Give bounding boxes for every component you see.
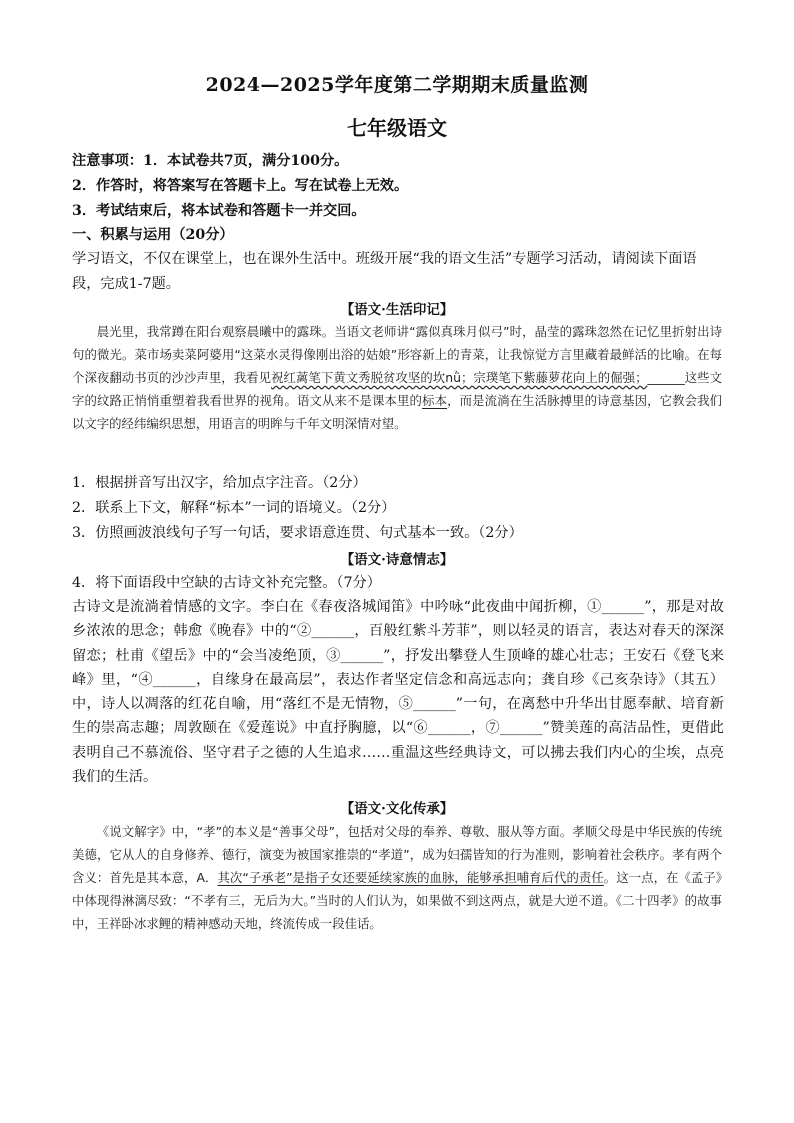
notes-label: 注意事项： — [72, 153, 143, 169]
question-4: 4．将下面语段中空缺的古诗文补充完整。（7分） — [72, 575, 381, 591]
section-life-passage — [72, 320, 722, 435]
notes-line-1 — [72, 150, 732, 170]
part-intro-line-1: 学习语文，不仅在课堂上，也在课外生活中。班级开展“我的语文生活”专题学习活动，请阅读下面语 — [72, 251, 697, 267]
part-heading: 一、积累与运用（20分） — [72, 227, 234, 243]
note-3: 3．考试结束后，将本试卷和答题卡一并交回。 — [72, 203, 366, 219]
culture-text-b: 。这一点，在《孟子》中体现得淋漓尽致：“不孝有三，无后为大。”当时的人们认为，如果做不到这两点，就是大逆不道。《二十四孝》的故事中，王祥卧冰求鲤的精神感动天地，终流传成一段佳话。 — [72, 870, 723, 931]
part-intro-line-2: 段，完成1-7题。 — [72, 276, 180, 292]
note-2: 2．作答时，将答案写在答题卡上。写在试卷上无效。 — [72, 178, 409, 194]
culture-underlined-sentence: 其次“子承老”是指子女还要延续家族的血脉，能够承担哺育后代的责任 — [217, 870, 604, 885]
page-subtitle: 七年级语文 — [347, 116, 447, 140]
question-1: 1．根据拼音写出汉字，给加点字注音。（2分） — [72, 475, 367, 491]
question-3: 3．仿照画波浪线句子写一句话，要求语意连贯、句式基本一致。（2分） — [72, 525, 523, 541]
keyword-specimen: 标本 — [422, 393, 448, 408]
page-title: 2024—2025学年度第二学期期末质量监测 — [205, 74, 589, 96]
note-1: 1．本试卷共7页，满分100分。 — [142, 153, 349, 169]
culture-text-a: 《说文解字》中，“孝”的本义是“善事父母”，包括对父母的奉养、尊敬、服从等方面。孝顺父母是中华民族的传统美德，它从人的自身修养、德行，演变为被国家推崇的“孝道”，成为妇孺皆知的行为准则，影响着社会秩序。孝有两个含义：首先是其本意，A． — [72, 824, 722, 885]
question-2: 2．联系上下文，解释“标本”一词的语境义。（2分） — [72, 500, 396, 516]
passage-blank: ______ — [647, 370, 685, 385]
passage-text-b: 这些文字的纹路正悄悄重塑着我看世界的视角。语文从来不是课本里的 — [72, 370, 723, 408]
passage-text-a: 晨光里，我常蹲在阳台观察晨曦中的露珠。当语文老师讲“露似真珠月似弓”时，晶莹的露珠忽然在记忆里折射出诗句的微光。菜市场卖菜阿婆用“这菜水灵得像刚出浴的姑娘”形容新上的青菜，让我惊觉方言里藏着最鲜活的比喻。在每个深夜翻动书页的沙沙声里，我看见 — [72, 324, 722, 385]
passage-text-c: ，而是流淌在生活脉搏里的诗意基因，它教会我们以文字的经纬编织思想，用语言的明眸与千年文明深情对望。 — [72, 393, 723, 431]
poetry-passage: 古诗文是流淌着情感的文字。李白在《春夜洛城闻笛》中吟咏“此夜曲中闻折柳，①______”，那是对故乡浓浓的思念；韩愈《晚春》中的“②______，百般红紫斗芳菲”，则以轻灵的语言，表达对春天的深深留恋；杜甫《望岳》中的“会当凌绝顶，③______”，抒发出攀登人生顶峰的雄心壮志；王安石《登飞来峰》里，“④______，自缘身在最高层”，表达作者坚定信念和高远志向；龚自珍《己亥杂诗》（其五）中，诗人以凋落的红花自喻，用“落红不是无情物，⑤______”一句，在离愁中升华出甘愿奉献、培育新生的崇高志趣；周敦颐在《爱莲说》中直抒胸臆，以“⑥______，⑦______”赞美莲的高洁品性，更借此表明自己不慕流俗、坚守君子之德的人生追求……重温这些经典诗文，可以拂去我们内心的尘埃，点亮我们的生活。 — [72, 599, 724, 786]
section-heading-culture: 【语文·文化传承】 — [340, 801, 454, 817]
section-heading-life: 【语文·生活印记】 — [340, 302, 454, 318]
culture-passage — [72, 820, 722, 935]
section-heading-poetry: 【语文·诗意情志】 — [340, 552, 454, 568]
wavy-underline-sentence: 祝红蓠笔下黄文秀脱贫攻坚的坎nǜ；宗璞笔下紫藤萝花向上的倔强； — [271, 370, 648, 385]
